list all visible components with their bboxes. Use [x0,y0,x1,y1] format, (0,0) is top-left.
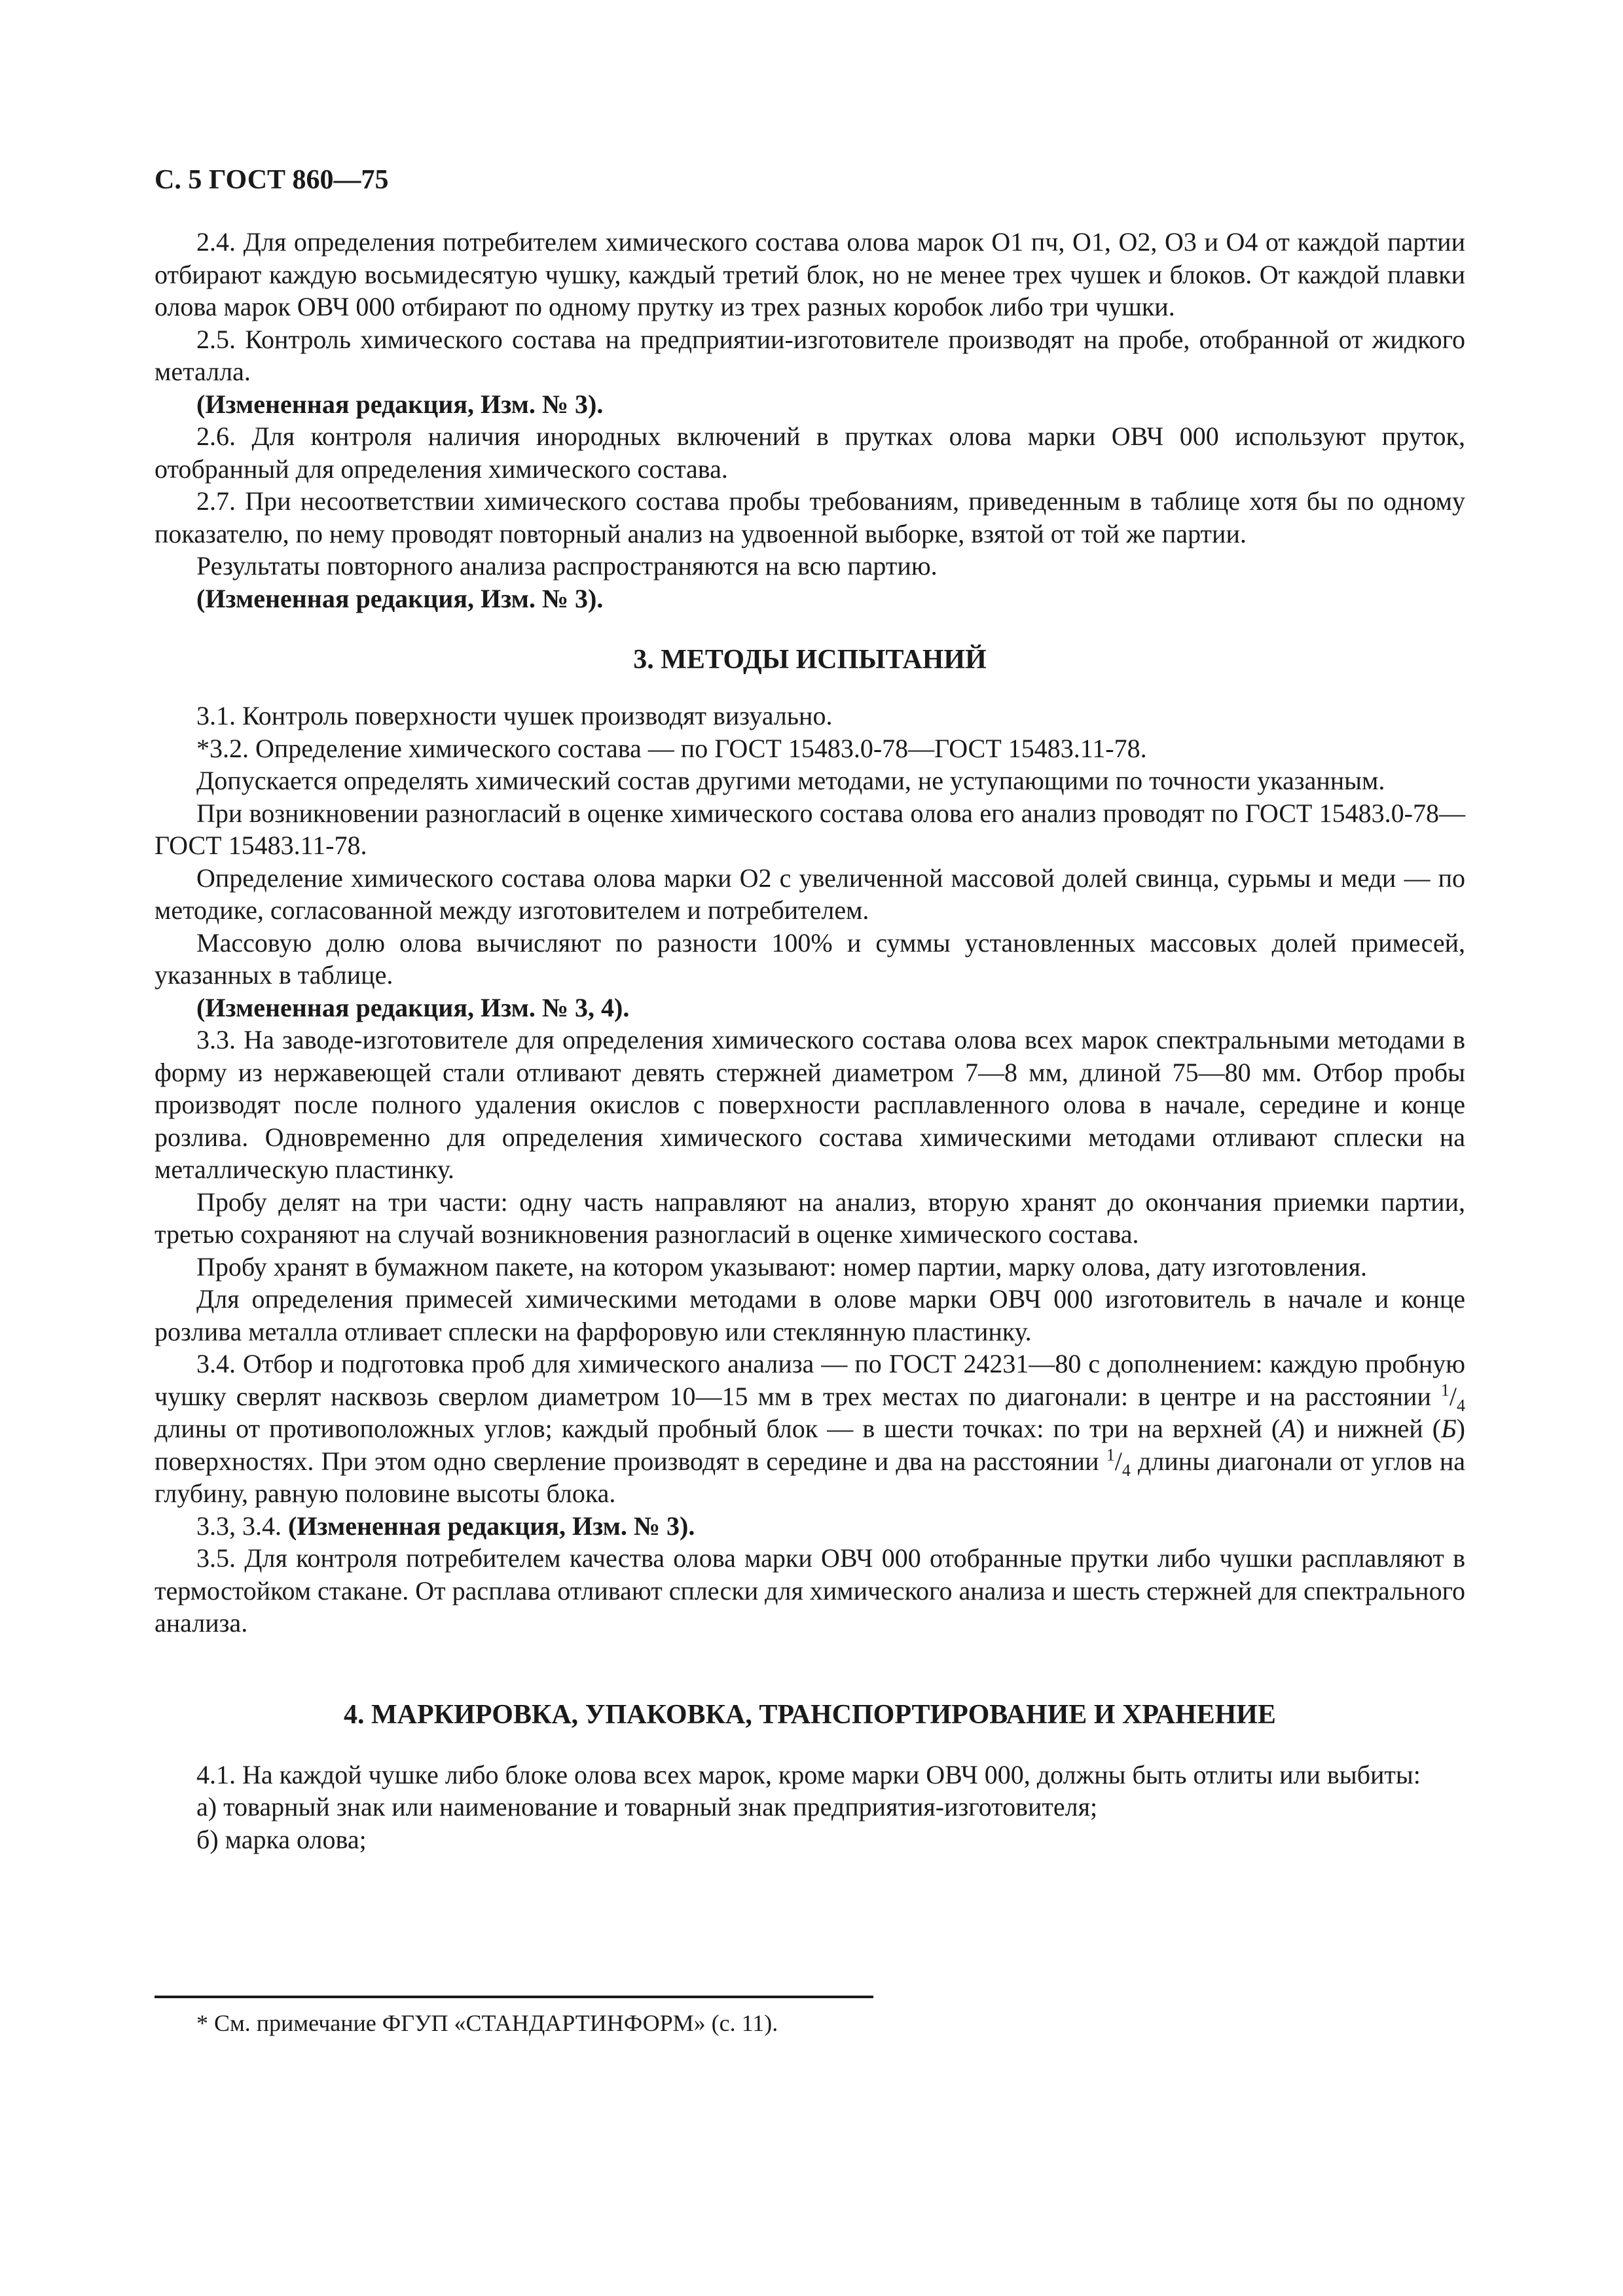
footnote: * См. примечание ФГУП «СТАНДАРТИНФОРМ» (с. 11). [196,2010,778,2036]
fraction-denominator: 4 [1457,1395,1465,1415]
list-item-a: а) товарный знак или наименование и товарный знак предприятия-изготовителя; [196,1792,1098,1821]
amendment-note: (Измененная редакция, Изм. № 3, 4). [196,992,630,1022]
page-header: С. 5 ГОСТ 860—75 [155,165,389,195]
fraction-denominator: 4 [1122,1460,1131,1480]
surface-label-bottom: Б [1441,1414,1457,1443]
paragraph-3-3-sample-split: Пробу делят на три части: одну часть направляют на анализ, вторую хранят до окончания приемки партии, третью сохраняют на случай возникновения разногласий в оценке химического состава. [155,1187,1465,1249]
paragraph-3-3-storage: Пробу хранят в бумажном пакете, на котором указывают: номер партии, марку олова, дату изготовления. [196,1251,1367,1282]
paragraph-2-4: 2.4. Для определения потребителем химического состава олова марок О1 пч, О1, О2, О3 и О4 от каждой партии отбирают каждую восьмидесятую чушку, каждый третий блок, но не менее трех чушек и блоков. От каждой плавки олова марок ОВЧ 000 отбирают по одному прутку из трех разных коробок либо три чушки. [155,227,1465,321]
amendment-note: (Измененная редакция, Изм. № 3). [196,583,604,613]
paragraph-2-6: 2.6. Для контроля наличия инородных включений в прутках олова марки ОВЧ 000 используют пруток, отобранный для определения химического состава. [155,422,1465,484]
text-run: длины от противоположных углов; каждый пробный блок — в шести точках: по три на верхней ( [155,1414,1281,1443]
paragraph-3-5: 3.5. Для контроля потребителем качества олова марки ОВЧ 000 отобранные прутки либо чушки расплавляют в термостойком стакане. От расплава отливают сплески для химического анализа и шесть стержней для спектрального анализа. [155,1543,1465,1638]
amendment-note: (Измененная редакция, Изм. № 3). [196,389,604,419]
list-item-b: б) марка олова; [196,1824,367,1854]
paragraph-3-2-tin-fraction: Массовую долю олова вычисляют по разности 100% и суммы установленных массовых долей примесей, указанных в таблице. [155,927,1465,990]
paragraph-2-7-results: Результаты повторного анализа распространяются на всю партию. [196,551,938,581]
fraction-numerator: 1 [1440,1380,1450,1400]
main-text [155,226,1465,1856]
paragraph-3-1: 3.1. Контроль поверхности чушек производят визуально. [196,701,833,730]
text-run: ) поверхностях. При этом одно сверление производят в середине и два на расстоянии [155,1414,1465,1476]
paragraph-2-5: 2.5. Контроль химического состава на предприятии-изготовителе производят на пробе, отобранной от жидкого металла. [155,324,1465,386]
amendment-note-3-3-3-4 [155,1510,1465,1543]
text-run: ) и нижней ( [1296,1414,1442,1443]
paragraph-3-4: 3.4. Отбор и подготовка проб для химического анализа — по ГОСТ 24231—80 с дополнением: каждую пробную чушку сверлят насквозь сверлом диаметром 10—15 мм в трех местах по диагонали: в центре и на расстоянии $^1/_4$ длины от противоположных углов; каждый пробный блок — в шести точках: по три на верхней (А) и нижней (Б) поверхностях. При этом одно сверление производят в середине и два на расстоянии $^1/_4$ длины диагонали от углов на глубину, равную половине высоты блока. [155,1349,1465,1508]
text-run: длины диагонали от углов на глубину, равную половине высоты блока. [155,1446,1465,1508]
paragraph-3-2-o2: Определение химического состава олова марки О2 с увеличенной массовой долей свинца, сурьмы и меди — по методике, согласованной между изготовителем и потребителем. [155,863,1465,925]
paragraph-3-2-disputes: При возникновении разногласий в оценке химического состава олова его анализ проводят по ГОСТ 15483.0-78—ГОСТ 15483.11-78. [155,798,1465,860]
paragraph-3-2-alt-methods: Допускается определять химический состав другими методами, не уступающими по точности указанным. [196,766,1385,795]
fraction-numerator: 1 [1106,1445,1115,1465]
footnote-divider [155,1996,873,1998]
paragraph-3-3-ovch: Для определения примесей химическими методами в олове марки ОВЧ 000 изготовитель в начале и конце розлива металла отливает сплески на фарфоровую или стеклянную пластинку. [155,1284,1465,1346]
section-title-4: 4. МАРКИРОВКА, УПАКОВКА, ТРАНСПОРТИРОВАНИЕ И ХРАНЕНИЕ [344,1699,1276,1730]
paragraph-3-3: 3.3. На заводе-изготовителе для определения химического состава олова всех марок спектральными методами в форму из нержавеющей стали отливают девять стержней диаметром 7—8 мм, длиной 75—80 мм. Отбор пробы производят после полного удаления окислов с поверхности расплавленного олова в начале, середине и конце розлива. Одновременно для определения химического состава химическими методами отливают сплески на металлическую пластинку. [155,1025,1465,1184]
text-run: 3.4. Отбор и подготовка проб для химического анализа — по ГОСТ 24231—80 с дополнением: каждую пробную чушку сверлят насквозь сверлом диаметром 10—15 мм в трех местах по диагонали: в центре и на расстоянии [155,1349,1465,1411]
amendment-text: (Измененная редакция, Изм. № 3). [288,1511,695,1541]
amendment-prefix: 3.3, 3.4. [196,1511,288,1541]
paragraph-2-7: 2.7. При несоответствии химического состава пробы требованиям, приведенным в таблице хотя бы по одному показателю, по нему проводят повторный анализ на удвоенной выборке, взятой от той же партии. [155,486,1465,548]
paragraph-4-1: 4.1. На каждой чушке либо блоке олова всех марок, кроме марки ОВЧ 000, должны быть отлиты или выбиты: [196,1759,1421,1789]
surface-label-top: А [1280,1414,1296,1443]
section-title-3: 3. МЕТОДЫ ИСПЫТАНИЙ [633,645,987,675]
paragraph-3-2: *3.2. Определение химического состава — по ГОСТ 15483.0-78—ГОСТ 15483.11-78. [196,733,1147,763]
